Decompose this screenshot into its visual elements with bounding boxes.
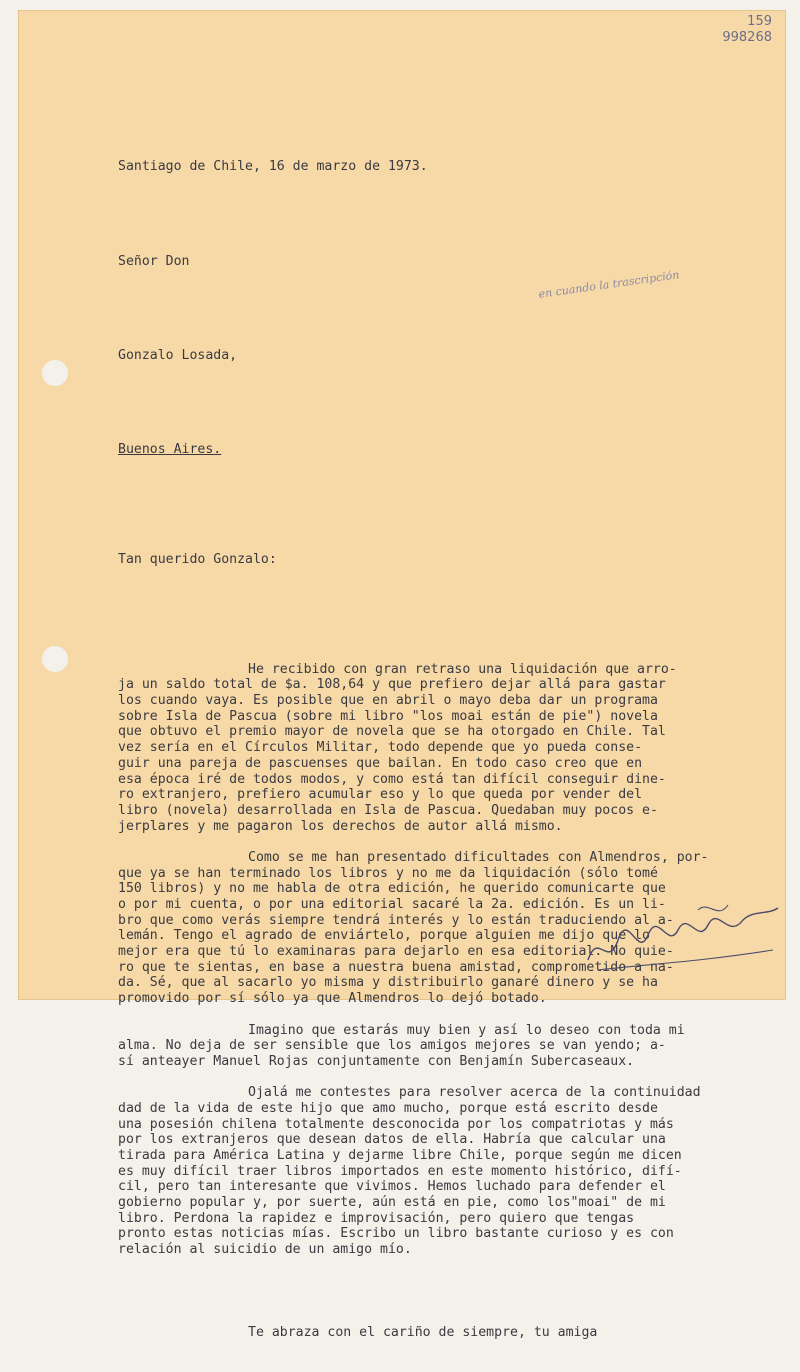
letter-line: He recibido con gran retraso una liquidación que arro-: [248, 661, 677, 677]
letter-line: sí anteayer Manuel Rojas conjuntamente con Benjamín Subercaseaux.: [118, 1053, 635, 1069]
closing: Te abraza con el cariño de siempre, tu amiga: [248, 1324, 598, 1340]
punch-hole: [42, 360, 68, 386]
letter-line: una posesión chilena totalmente desconocida por los compatriotas y más: [118, 1116, 674, 1132]
handwritten-annotation: en cuando la trascripción: [537, 268, 681, 301]
letter-line: que ya se han terminado los libros y no me da liquidación (sólo tomé: [118, 865, 658, 881]
recipient-city: Buenos Aires.: [118, 441, 222, 457]
letter-line: libro. Perdona la rapidez e improvisación, pero quiero que tengas: [118, 1210, 635, 1226]
letter-line: los cuando vaya. Es posible que en abril o mayo deba dar un programa: [118, 693, 658, 709]
archive-numbers: [722, 14, 772, 46]
letter-line: Como se me han presentado dificultades con Almendros, por-: [248, 849, 709, 865]
letter-line: ro extranjero, prefiero acumular eso y lo que queda por vender del: [118, 787, 643, 803]
letter-line: 150 libros) y no me habla de otra edición, he querido comunicarte que: [118, 881, 666, 897]
letter-line: vez sería en el Círculos Militar, todo depende que yo pueda conse-: [118, 740, 643, 756]
letter-line: tirada para América Latina y dejarme libre Chile, porque según me dicen: [118, 1148, 682, 1164]
letter-line: libro (novela) desarrollada en Isla de Pascua. Quedaban muy pocos e-: [118, 802, 658, 818]
signature: [578, 890, 788, 980]
letter-line: Imagino que estarás muy bien y así lo deseo con toda mi: [248, 1022, 685, 1038]
letter-line: jerplares y me pagaron los derechos de autor allá mismo.: [118, 818, 563, 834]
letter-line: sobre Isla de Pascua (sobre mi libro "los moai están de pie") novela: [118, 708, 658, 724]
letter-line: relación al suicidio de un amigo mío.: [118, 1242, 412, 1258]
archive-number-1: 159: [747, 14, 772, 29]
letter-line: que obtuvo el premio mayor de novela que se ha otorgado en Chile. Tal: [118, 724, 666, 740]
letter-line: guir una pareja de pascuenses que bailan. En todo caso creo que en: [118, 755, 643, 771]
letter-line: dad de la vida de este hijo que amo mucho, porque está escrito desde: [118, 1100, 658, 1116]
archive-number-2: 998268: [722, 30, 772, 45]
recipient-name: Gonzalo Losada,: [118, 347, 238, 363]
letter-body: [118, 128, 766, 1372]
letter-line: promovido por sí sólo ya que Almendros lo dejó botado.: [118, 991, 547, 1007]
letter-line: pronto estas noticias mías. Escribo un libro bastante curioso y es con: [118, 1226, 674, 1242]
letter-line: por los extranjeros que desean datos de ella. Habría que calcular una: [118, 1132, 666, 1148]
letter-line: o por mi cuenta, o por una editorial sacaré la 2a. edición. Es un li-: [118, 897, 666, 913]
letter-line: ro que te sientas, en base a nuestra buena amistad, comprometido a na-: [118, 959, 674, 975]
letter-page: [18, 10, 786, 1340]
letter-line: es muy difícil traer libros importados en este momento histórico, difí-: [118, 1163, 682, 1179]
letter-line: esa época iré de todos modos, y como está tan difícil conseguir dine-: [118, 771, 666, 787]
letter-line: cil, pero tan interesante que vivimos. Hemos luchado para defender el: [118, 1179, 666, 1195]
letter-line: gobierno popular y, por suerte, aún está en pie, como los"moai" de mi: [118, 1195, 666, 1211]
letter-line: Ojalá me contestes para resolver acerca de la continuidad: [248, 1085, 701, 1101]
letter-line: mejor era que tú lo examinaras para dejarlo en esa editorial. No quie-: [118, 944, 674, 960]
punch-hole: [42, 646, 68, 672]
letter-line: da. Sé, que al sacarlo yo misma y distribuirlo ganaré dinero y se ha: [118, 975, 658, 991]
greeting: Tan querido Gonzalo:: [118, 551, 277, 567]
letter-line: ja un saldo total de $a. 108,64 y que prefiero dejar allá para gastar: [118, 677, 666, 693]
letter-line: bro que como verás siempre tendrá interés y lo están traduciendo al a-: [118, 912, 674, 928]
letter-date: Santiago de Chile, 16 de marzo de 1973.: [118, 159, 428, 175]
salutation-title: Señor Don: [118, 253, 190, 269]
letter-line: alma. No deja de ser sensible que los amigos mejores se van yendo; a-: [118, 1038, 666, 1054]
letter-line: lemán. Tengo el agrado de enviártelo, porque alguien me dijo que lo: [118, 928, 650, 944]
